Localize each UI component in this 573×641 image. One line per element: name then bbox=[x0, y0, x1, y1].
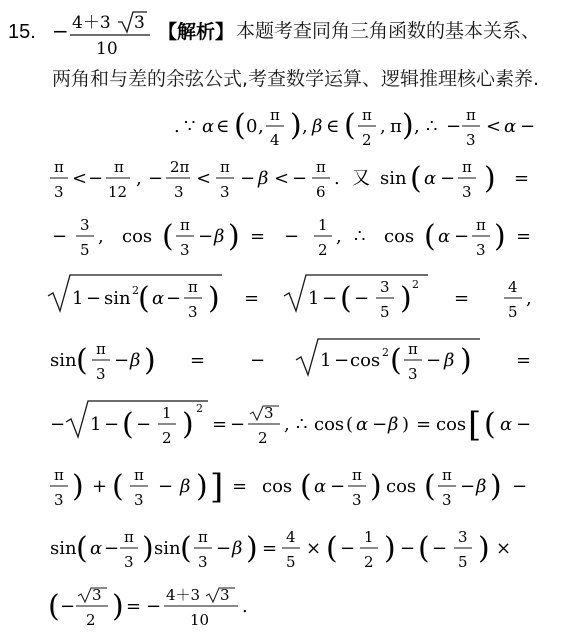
paren-open: ( bbox=[162, 219, 174, 254]
line7-math bbox=[50, 339, 531, 383]
minus: − bbox=[52, 226, 68, 247]
three-denominator: 3 bbox=[180, 241, 190, 259]
three-denominator: 3 bbox=[220, 183, 230, 201]
paren-open: ( bbox=[122, 407, 134, 442]
less-than: < bbox=[72, 168, 88, 189]
minus: − bbox=[446, 116, 462, 137]
comma: , bbox=[284, 414, 290, 435]
equals: = bbox=[250, 226, 266, 247]
five-denominator: 5 bbox=[508, 303, 518, 321]
comma: , bbox=[136, 168, 142, 189]
answer-sign: − bbox=[52, 19, 69, 43]
paren-open: ( bbox=[340, 281, 352, 316]
two-denominator: 2 bbox=[86, 611, 96, 629]
line10-math bbox=[50, 528, 511, 571]
less-than: < bbox=[274, 168, 290, 189]
paren-close: ) bbox=[72, 469, 84, 504]
cos: cos bbox=[384, 226, 415, 247]
answer-sqrt: 3 bbox=[220, 586, 230, 604]
pi-numerator: π bbox=[352, 466, 362, 484]
therefore-symbol: ∴ bbox=[426, 116, 438, 137]
answer-denominator: 10 bbox=[190, 611, 210, 629]
minus: − bbox=[60, 596, 76, 617]
comma: , bbox=[98, 226, 104, 247]
paren-close: ) bbox=[402, 108, 414, 143]
minus: − bbox=[340, 538, 356, 559]
equals: = bbox=[244, 288, 260, 309]
paren-close: ) bbox=[460, 343, 472, 378]
square-exponent: 2 bbox=[132, 284, 139, 297]
beta: β bbox=[214, 226, 225, 247]
pi-numerator: π bbox=[408, 340, 418, 358]
beta: β bbox=[476, 476, 487, 497]
three-denominator: 3 bbox=[352, 491, 362, 509]
answer-numerator: 4＋3 bbox=[72, 13, 111, 33]
comma: , bbox=[302, 116, 308, 137]
period: . bbox=[242, 596, 248, 617]
minus: − bbox=[198, 226, 214, 247]
paren-close: ) bbox=[290, 108, 302, 143]
comma: , bbox=[526, 288, 532, 309]
cos: cos bbox=[122, 226, 153, 247]
minus: − bbox=[146, 596, 162, 617]
intro-text-part-1: 本题考查同角三角函数的基本关系、 bbox=[236, 20, 541, 42]
equals: = bbox=[516, 226, 532, 247]
five-denominator: 5 bbox=[458, 553, 468, 571]
pi-numerator: π bbox=[124, 528, 134, 546]
three-denominator: 3 bbox=[442, 491, 452, 509]
bracket-close: ] bbox=[210, 467, 224, 507]
paren-open: ( bbox=[390, 343, 402, 378]
plus: + bbox=[92, 476, 108, 497]
pi-numerator: π bbox=[54, 466, 64, 484]
square-exponent: 2 bbox=[196, 402, 203, 415]
paren-close: ) bbox=[478, 531, 490, 566]
pi-numerator: π bbox=[442, 466, 452, 484]
sin: sin bbox=[154, 538, 181, 559]
less-than: < bbox=[196, 168, 212, 189]
paren-close: ) bbox=[494, 219, 506, 254]
intro-line-1 bbox=[236, 16, 568, 48]
minus: − bbox=[372, 414, 388, 435]
two-denominator: 2 bbox=[318, 241, 328, 259]
paren-close: ) bbox=[208, 281, 220, 316]
equals: = bbox=[516, 350, 532, 371]
minus: − bbox=[50, 414, 66, 435]
because-symbol: ∵ bbox=[184, 116, 196, 137]
therefore-symbol: ∴ bbox=[354, 226, 366, 247]
paren-open: ( bbox=[48, 589, 60, 624]
two-denominator: 2 bbox=[362, 131, 372, 149]
four-denominator: 4 bbox=[270, 131, 280, 149]
paren-close: ) bbox=[144, 343, 156, 378]
beta: β bbox=[388, 414, 399, 435]
problem-number: 15. bbox=[8, 21, 36, 43]
sin: sin bbox=[104, 288, 131, 309]
one: 1 bbox=[90, 414, 102, 435]
cos: cos bbox=[386, 476, 417, 497]
line6-math bbox=[48, 275, 532, 321]
pi-numerator: π bbox=[96, 340, 106, 358]
minus: − bbox=[148, 168, 164, 189]
beta: β bbox=[312, 116, 323, 137]
three-denominator: 3 bbox=[54, 491, 64, 509]
paren-open: ( bbox=[424, 469, 436, 504]
sin: sin bbox=[50, 538, 77, 559]
paren-close: ) bbox=[228, 219, 240, 254]
pi-numerator: π bbox=[198, 528, 208, 546]
three-numerator: 3 bbox=[264, 404, 274, 422]
square-exponent: 2 bbox=[412, 278, 419, 291]
line11-math bbox=[48, 586, 248, 629]
alpha: α bbox=[152, 288, 165, 309]
beta: β bbox=[130, 350, 141, 371]
minus: − bbox=[426, 350, 442, 371]
minus: − bbox=[104, 538, 120, 559]
minus: − bbox=[322, 288, 338, 309]
three-denominator: 3 bbox=[96, 365, 106, 383]
six-denominator: 6 bbox=[316, 183, 326, 201]
equals: = bbox=[454, 288, 470, 309]
alpha: α bbox=[424, 168, 437, 189]
bracket-open: [ bbox=[468, 405, 482, 445]
paren-open: ( bbox=[424, 219, 436, 254]
paren-close: ) bbox=[370, 469, 382, 504]
element-of: ∈ bbox=[326, 116, 340, 137]
four-numerator: 4 bbox=[286, 528, 296, 546]
intro-text-part-2: 两角和与差的余弦公式,考查数学运算、逻辑推理核心素养. bbox=[52, 68, 540, 90]
minus: − bbox=[400, 538, 416, 559]
minus: − bbox=[86, 288, 102, 309]
square-exponent: 2 bbox=[382, 346, 389, 359]
intro-line-2 bbox=[52, 64, 568, 96]
two-denominator: 2 bbox=[364, 553, 374, 571]
pi-numerator: π bbox=[180, 216, 190, 234]
pi: π bbox=[390, 116, 402, 137]
pi-numerator: π bbox=[270, 106, 280, 124]
zero: 0 bbox=[246, 116, 258, 137]
answer-sqrt: 3 bbox=[134, 13, 145, 33]
minus: − bbox=[114, 350, 130, 371]
twelve-denominator: 12 bbox=[108, 183, 128, 201]
pi-numerator: π bbox=[188, 278, 198, 296]
minus: − bbox=[104, 414, 120, 435]
alpha: α bbox=[356, 414, 369, 435]
cos: cos bbox=[262, 476, 293, 497]
one-numerator: 1 bbox=[162, 404, 172, 422]
minus: − bbox=[432, 538, 448, 559]
four-numerator: 4 bbox=[508, 278, 518, 296]
less-than: < bbox=[486, 116, 502, 137]
alpha: α bbox=[500, 414, 513, 435]
alpha: α bbox=[90, 538, 103, 559]
paren-open: ( bbox=[76, 531, 88, 566]
one: 1 bbox=[320, 350, 332, 371]
three-denominator: 3 bbox=[476, 241, 486, 259]
minus: − bbox=[240, 168, 256, 189]
equals: = bbox=[190, 350, 206, 371]
equals: = bbox=[232, 476, 248, 497]
minus: − bbox=[136, 414, 152, 435]
three-denominator: 3 bbox=[174, 183, 184, 201]
beta: β bbox=[258, 168, 269, 189]
paren-open: ( bbox=[300, 469, 312, 504]
three-numerator: 3 bbox=[80, 216, 90, 234]
answer-denominator: 10 bbox=[96, 39, 118, 59]
three-numerator: 3 bbox=[92, 586, 102, 604]
minus: − bbox=[230, 414, 246, 435]
minus: − bbox=[460, 476, 476, 497]
minus: − bbox=[454, 226, 470, 247]
paren-open: ( bbox=[344, 108, 356, 143]
three-denominator: 3 bbox=[408, 365, 418, 383]
therefore-symbol: ∴ bbox=[296, 414, 308, 435]
paren-open: ( bbox=[326, 531, 338, 566]
paren-open: ( bbox=[346, 414, 354, 435]
one-numerator: 1 bbox=[318, 216, 328, 234]
pi-numerator: π bbox=[462, 158, 472, 176]
pi-numerator: π bbox=[316, 158, 326, 176]
line9-math bbox=[50, 466, 527, 509]
pi-numerator: π bbox=[362, 106, 372, 124]
one: 1 bbox=[308, 288, 320, 309]
equals: = bbox=[126, 596, 142, 617]
equals: = bbox=[262, 538, 278, 559]
answer-numerator: 4＋3 bbox=[166, 586, 201, 604]
minus: − bbox=[440, 168, 456, 189]
paren-open: ( bbox=[484, 407, 496, 442]
alpha: α bbox=[504, 116, 517, 137]
three-numerator: 3 bbox=[458, 528, 468, 546]
paren-close: ) bbox=[182, 407, 194, 442]
one-numerator: 1 bbox=[364, 528, 374, 546]
alpha: α bbox=[202, 116, 215, 137]
comma: , bbox=[336, 226, 342, 247]
beta: β bbox=[180, 476, 191, 497]
paren-close: ) bbox=[142, 531, 154, 566]
minus: − bbox=[158, 476, 174, 497]
five-denominator: 5 bbox=[80, 241, 90, 259]
paren-open: ( bbox=[138, 281, 150, 316]
period: . bbox=[334, 168, 340, 189]
two-pi-numerator: 2π bbox=[170, 158, 190, 176]
line5-math bbox=[52, 216, 531, 259]
three-denominator: 3 bbox=[462, 183, 472, 201]
alpha: α bbox=[314, 476, 327, 497]
five-denominator: 5 bbox=[286, 553, 296, 571]
cos: cos bbox=[436, 414, 467, 435]
paren-open: ( bbox=[410, 161, 422, 196]
three-denominator: 3 bbox=[466, 131, 476, 149]
cos: cos bbox=[314, 414, 345, 435]
paren-close: ) bbox=[384, 531, 396, 566]
line3-math bbox=[174, 106, 535, 149]
paren-close: ) bbox=[490, 469, 502, 504]
intro-line-3 bbox=[52, 110, 172, 142]
pi-numerator: π bbox=[476, 216, 486, 234]
analysis-badge: 【解析】 bbox=[158, 21, 235, 43]
comma: , bbox=[258, 116, 264, 137]
cos: cos bbox=[350, 350, 381, 371]
paren-open: ( bbox=[112, 469, 124, 504]
paren-open: ( bbox=[180, 531, 192, 566]
two-denominator: 2 bbox=[258, 429, 268, 447]
paren-close: ) bbox=[112, 589, 124, 624]
paren-close: ) bbox=[402, 414, 410, 435]
minus: − bbox=[516, 414, 532, 435]
minus: − bbox=[88, 168, 104, 189]
three-denominator: 3 bbox=[124, 553, 134, 571]
comma: , bbox=[380, 116, 386, 137]
alpha: α bbox=[438, 226, 451, 247]
equals: = bbox=[416, 414, 432, 435]
five-denominator: 5 bbox=[380, 303, 390, 321]
minus: − bbox=[284, 226, 300, 247]
sin: sin bbox=[50, 350, 77, 371]
pi-numerator: π bbox=[54, 158, 64, 176]
sin: sin bbox=[380, 168, 407, 189]
line4-math bbox=[50, 158, 529, 201]
equals: = bbox=[212, 414, 228, 435]
pi-numerator: π bbox=[466, 106, 476, 124]
paren-open: ( bbox=[76, 343, 88, 378]
two-denominator: 2 bbox=[162, 429, 172, 447]
minus: − bbox=[250, 350, 266, 371]
times: × bbox=[496, 538, 512, 559]
pi-numerator: π bbox=[220, 158, 230, 176]
times: × bbox=[306, 538, 322, 559]
minus: − bbox=[166, 288, 182, 309]
one: 1 bbox=[72, 288, 84, 309]
minus: − bbox=[330, 476, 346, 497]
line8-math bbox=[50, 401, 531, 447]
paren-open: ( bbox=[418, 531, 430, 566]
period: . bbox=[174, 116, 180, 137]
minus: − bbox=[354, 288, 370, 309]
minus: − bbox=[216, 538, 232, 559]
also-word: 又 bbox=[352, 168, 370, 189]
three-denominator: 3 bbox=[198, 553, 208, 571]
three-numerator: 3 bbox=[380, 278, 390, 296]
three-denominator: 3 bbox=[134, 491, 144, 509]
paren-close: ) bbox=[484, 161, 496, 196]
paren-close: ) bbox=[246, 531, 258, 566]
minus: − bbox=[292, 168, 308, 189]
minus: − bbox=[334, 350, 350, 371]
paren-close: ) bbox=[196, 469, 208, 504]
three-denominator: 3 bbox=[188, 303, 198, 321]
equals: = bbox=[514, 168, 530, 189]
minus: − bbox=[520, 116, 536, 137]
pi-numerator: π bbox=[114, 158, 124, 176]
problem-header bbox=[8, 12, 234, 59]
element-of: ∈ bbox=[216, 116, 230, 137]
comma: , bbox=[414, 116, 420, 137]
beta: β bbox=[232, 538, 243, 559]
minus: − bbox=[512, 476, 528, 497]
three-denominator: 3 bbox=[54, 183, 64, 201]
pi-numerator: π bbox=[134, 466, 144, 484]
paren-open: ( bbox=[234, 108, 246, 143]
paren-close: ) bbox=[400, 281, 412, 316]
beta: β bbox=[444, 350, 455, 371]
